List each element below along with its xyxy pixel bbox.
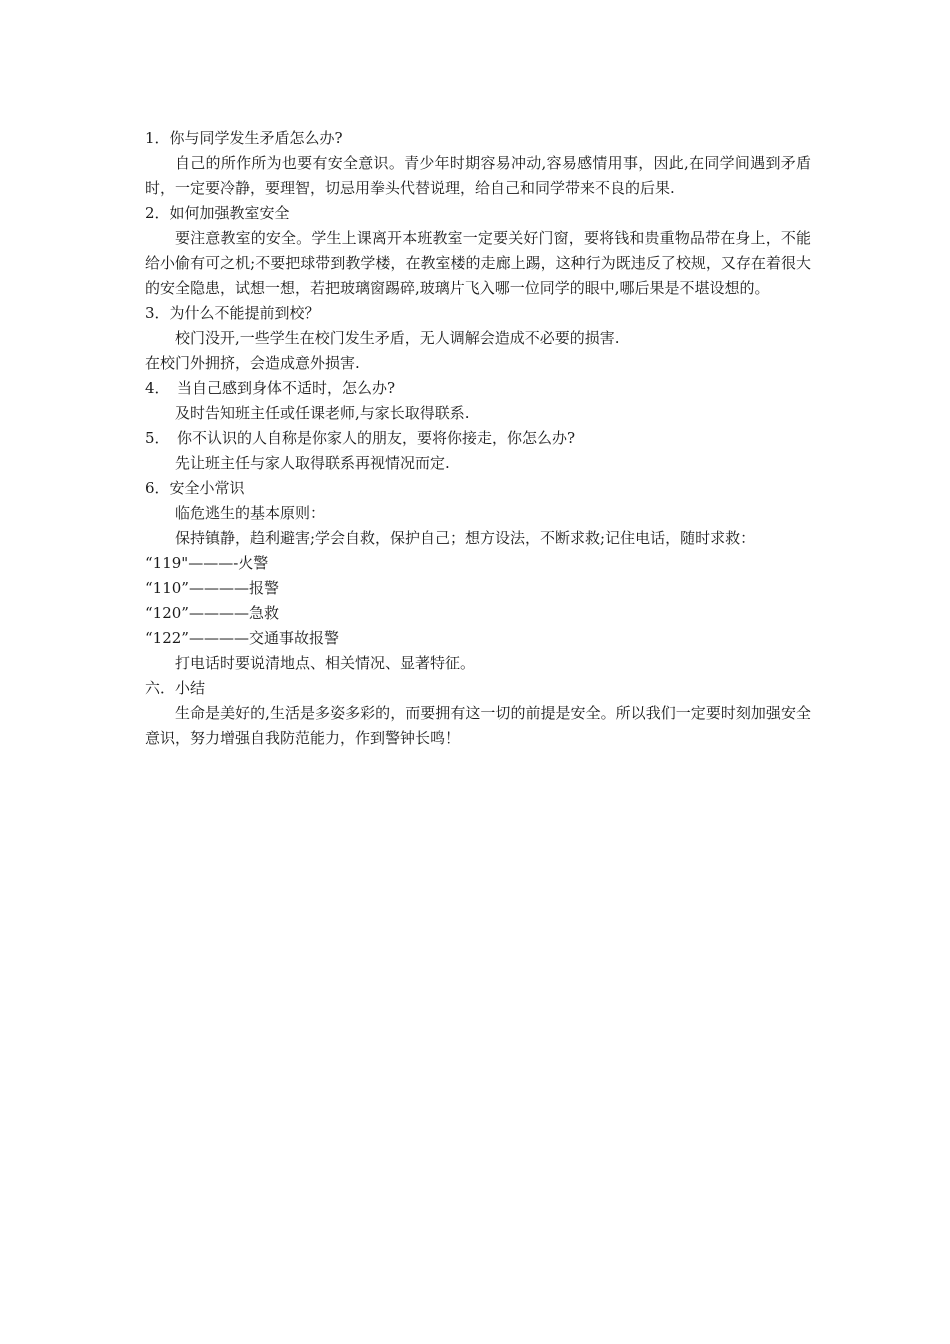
section-6-heading: 6．安全小常识: [145, 479, 245, 497]
section-3-extra: 在校门外拥挤，会造成意外损害.: [145, 354, 360, 372]
section-4-body: 及时告知班主任或任课老师,与家长取得联系.: [175, 404, 470, 422]
section-2-body: 要注意教室的安全。学生上课离开本班教室一定要关好门窗，要将钱和贵重物品带在身上，不能给小偷有可之机;不要把球带到教学楼，在教室楼的走廊上踢，这种行为既违反了校规，又存在着很大的安全隐患，试想一想，若把玻璃窗踢碎,玻璃片飞入哪一位同学的眼中,哪后果是不堪设想的。: [145, 229, 811, 297]
phone-110: “110”————报警: [145, 579, 279, 597]
phone-120: “120”————急救: [145, 604, 279, 622]
section-4-heading: 4． 当自己感到身体不适时，怎么办?: [145, 379, 396, 397]
section-3-heading: 3．为什么不能提前到校？: [145, 304, 320, 322]
section-5-body: 先让班主任与家人取得联系再视情况而定.: [175, 454, 450, 472]
section-1-heading: 1．你与同学发生矛盾怎么办?: [145, 129, 343, 147]
phone-note: 打电话时要说清地点、相关情况、显著特征。: [175, 654, 476, 672]
section-5-heading: 5． 你不认识的人自称是你家人的朋友，要将你接走，你怎么办?: [145, 429, 576, 447]
section-6-body-2: 保持镇静，趋利避害;学会自救，保护自己；想方设法，不断求救;记住电话，随时求救：: [175, 529, 756, 547]
summary-body: 生命是美好的,生活是多姿多彩的，而要拥有这一切的前提是安全。所以我们一定要时刻加强安全意识，努力增强自我防范能力，作到警钟长鸣！: [145, 704, 811, 747]
section-6-body: 临危逃生的基本原则：: [175, 504, 326, 522]
section-1-body: 自己的所作所为也要有安全意识。青少年时期容易冲动,容易感情用事，因此,在同学间遇到矛盾时，一定要冷静，要理智，切忌用拳头代替说理，给自己和同学带来不良的后果.: [145, 154, 811, 197]
phone-119: “119"———-火警: [145, 554, 269, 572]
section-2-heading: 2．如何加强教室安全: [145, 204, 290, 222]
document-page: [145, 126, 811, 751]
summary-heading: 六．小结: [145, 679, 206, 697]
section-3-body: 校门没开,一些学生在校门发生矛盾，无人调解会造成不必要的损害.: [175, 329, 620, 347]
phone-122: “122”————交通事故报警: [145, 629, 339, 647]
